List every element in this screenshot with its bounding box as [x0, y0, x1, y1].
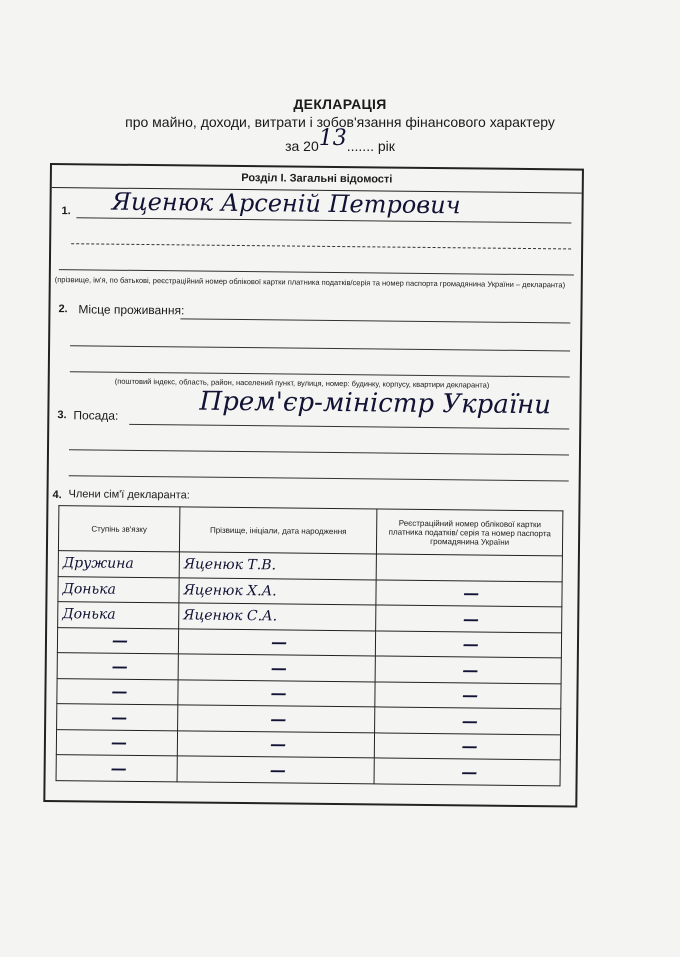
handwritten-entry: Дружина	[62, 555, 134, 573]
field-2-label: Місце проживання:	[78, 302, 185, 318]
field-3-number: 3.	[57, 409, 67, 422]
dash-mark: —	[462, 609, 479, 629]
cell-relation	[57, 653, 178, 680]
dash-mark: —	[463, 583, 480, 603]
dash-mark: —	[270, 683, 287, 703]
year-handwritten: 13	[318, 126, 347, 151]
cell-relation	[56, 729, 177, 756]
year-suffix: рік	[377, 138, 395, 154]
cell-id	[376, 579, 562, 606]
cell-name	[178, 679, 376, 707]
field-4-number: 4.	[52, 489, 62, 502]
field-2-line-2	[70, 345, 570, 351]
cell-relation	[57, 704, 178, 731]
field-1-handwritten-name: Яценюк Арсеній Петрович	[111, 187, 461, 220]
handwritten-entry	[377, 559, 381, 575]
field-2-line-1	[180, 318, 570, 323]
cell-name	[177, 730, 375, 758]
dash-mark: —	[462, 660, 479, 680]
handwritten-entry: Донька	[62, 580, 116, 598]
col-id-header: Реєстраційний номер облікової картки платника податків/ серія та номер паспорта громадянина України	[377, 509, 563, 556]
cell-id	[375, 732, 561, 759]
cell-name	[178, 628, 376, 656]
field-2-number: 2.	[58, 303, 68, 316]
dash-mark: —	[270, 658, 287, 678]
cell-relation	[58, 602, 179, 629]
cell-id	[375, 681, 561, 708]
dash-mark: —	[111, 656, 128, 676]
dash-mark: —	[461, 685, 479, 705]
handwritten-entry: Яценюк Х.А.	[183, 582, 277, 600]
cell-name	[179, 603, 377, 631]
document-title: ДЕКЛАРАЦІЯ	[293, 96, 387, 112]
field-2-caption: (поштовий індекс, область, район, населений пункт, вулиця, номер: будинку, корпусу, квартири декларанта)	[114, 376, 490, 390]
dash-mark: —	[462, 634, 479, 654]
cell-id	[376, 554, 562, 581]
dash-mark: —	[461, 711, 478, 731]
cell-relation	[58, 576, 179, 603]
declaration-year-line	[0, 126, 680, 157]
cell-name	[179, 577, 377, 605]
field-3-line-2	[69, 449, 569, 455]
field-1-line-3	[59, 269, 574, 275]
col-name-header: Прізвище, ініціали, дата народження	[179, 507, 377, 554]
field-3-handwritten-position: Прем'єр-міністр України	[199, 386, 552, 421]
dash-mark: —	[461, 736, 478, 756]
field-4-label: Члени сім'ї декларанта:	[68, 488, 190, 502]
cell-relation	[57, 678, 178, 705]
cell-relation	[57, 627, 178, 654]
year-prefix: за 20	[285, 138, 319, 154]
dash-mark: —	[111, 681, 128, 702]
dash-mark: —	[461, 762, 478, 782]
section-title: Розділ І. Загальні відомості	[52, 165, 582, 194]
dash-mark: —	[111, 707, 128, 727]
cell-name	[178, 654, 376, 682]
cell-relation	[56, 755, 177, 782]
dash-mark: —	[270, 709, 287, 729]
family-table-body	[56, 551, 562, 786]
handwritten-entry: Яценюк Т.В.	[183, 556, 277, 574]
dash-mark: —	[271, 632, 288, 652]
cell-id	[374, 758, 560, 785]
cell-name	[177, 756, 375, 784]
handwritten-entry: Яценюк С.А.	[183, 607, 278, 625]
cell-name	[178, 705, 376, 733]
handwritten-entry: Донька	[62, 606, 116, 623]
field-1-caption: (прізвище, ім'я, по батькові, реєстраційний номер облікової картки платника податків/серія та номер паспорта громадянина України – декларанта)	[54, 275, 566, 290]
cell-relation	[58, 551, 179, 578]
cell-id	[375, 656, 561, 683]
dash-mark: —	[110, 732, 128, 753]
field-3-line-3	[69, 475, 569, 481]
cell-id	[376, 630, 562, 657]
cell-name	[179, 552, 377, 580]
dash-mark: —	[110, 758, 127, 778]
family-members-table	[56, 505, 564, 786]
dash-mark: —	[111, 630, 129, 651]
field-3-line-1	[129, 424, 569, 430]
dash-mark: —	[269, 760, 286, 780]
field-1-line-1	[76, 217, 571, 223]
form-frame	[43, 163, 584, 808]
cell-id	[376, 605, 562, 632]
document-subtitle: про майно, доходи, витрати і зобов'язання фінансового характеру	[125, 114, 555, 130]
family-table-header-row	[58, 506, 562, 556]
field-3-label: Посада:	[73, 408, 119, 423]
year-dots: .......	[346, 138, 374, 154]
dash-mark: —	[269, 734, 287, 754]
table-row	[56, 755, 560, 786]
cell-id	[375, 707, 561, 734]
col-relation-header: Ступінь зв'язку	[58, 506, 179, 552]
field-1-number: 1.	[61, 205, 71, 218]
field-1-line-2	[71, 243, 571, 249]
